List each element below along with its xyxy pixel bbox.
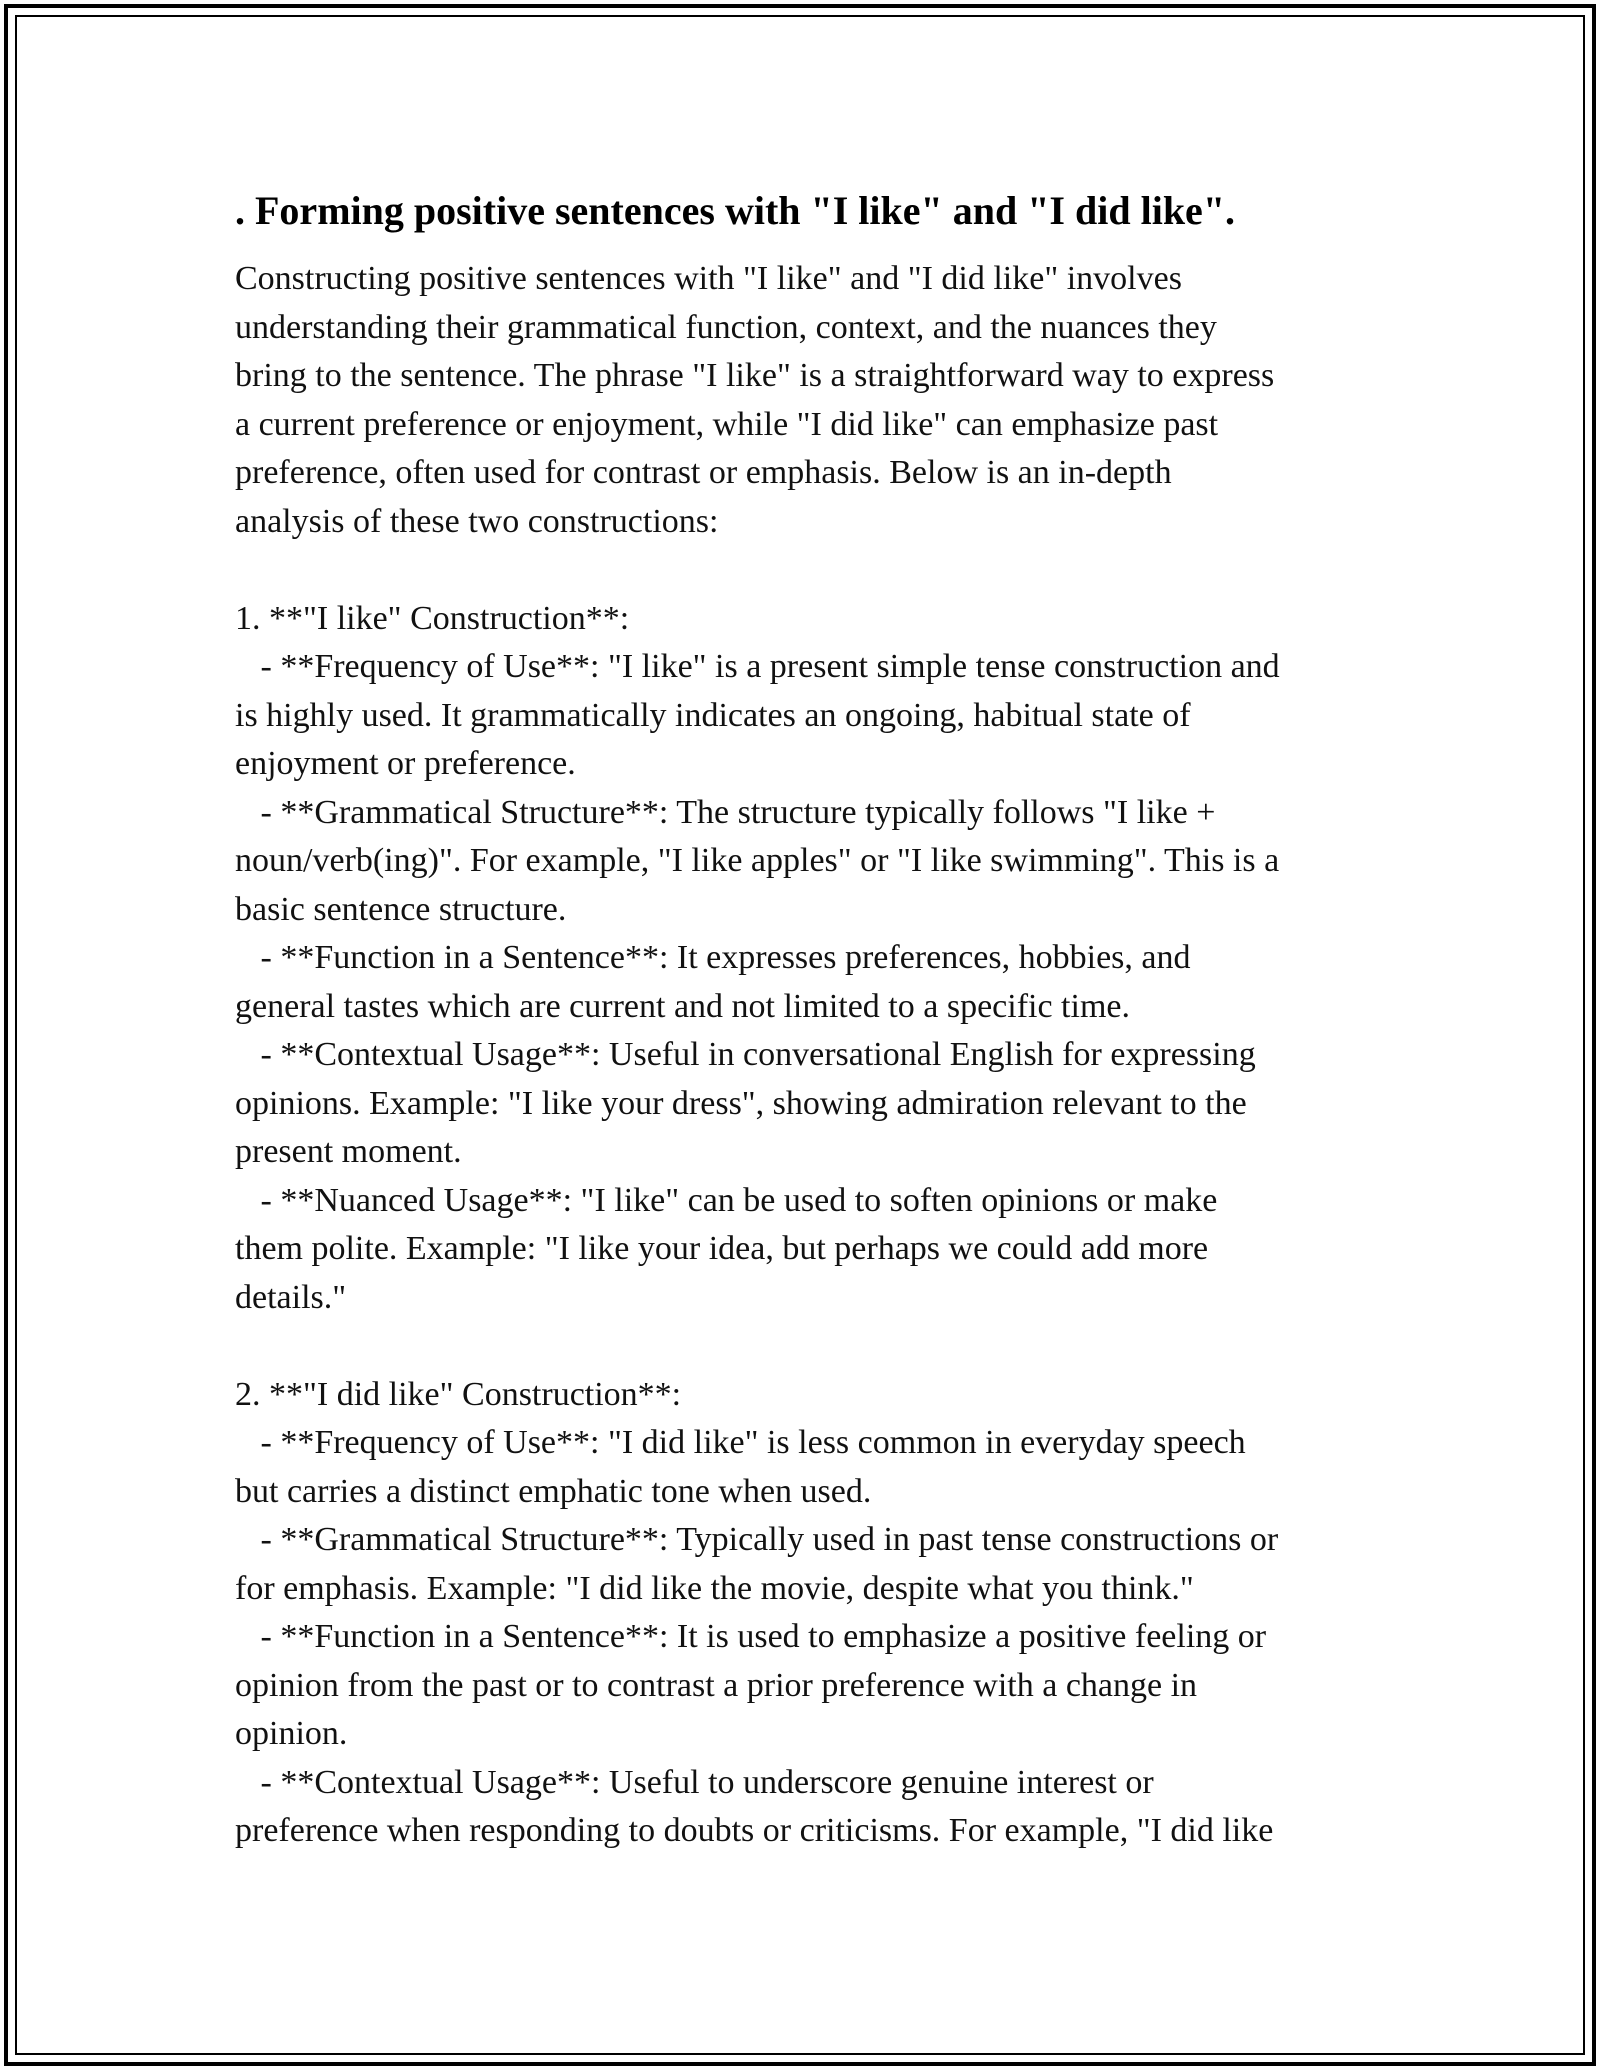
text-line: - **Nuanced Usage**: "I like" can be used to soften opinions or make <box>235 1181 1218 1219</box>
text-line: - **Function in a Sentence**: It is used to emphasize a positive feeling or <box>235 1618 1267 1655</box>
text-line: opinions. Example: "I like your dress", showing admiration relevant to the <box>235 1084 1247 1122</box>
text-line: details." <box>235 1278 347 1316</box>
intro-paragraph <box>235 255 1375 546</box>
document-title: . Forming positive sentences with "I like" and "I did like". <box>235 188 1236 233</box>
text-line: Constructing positive sentences with "I like" and "I did like" involves <box>235 260 1182 297</box>
paragraph-spacer <box>235 1322 1375 1371</box>
text-line: analysis of these two constructions: <box>235 502 719 540</box>
text-line: - **Function in a Sentence**: It expresses preferences, hobbies, and <box>235 939 1191 976</box>
text-line: enjoyment or preference. <box>235 745 576 782</box>
text-line: bring to the sentence. The phrase "I like" is a straightforward way to express <box>235 357 1275 394</box>
text-line: understanding their grammatical function, context, and the nuances they <box>235 308 1217 346</box>
text-line: - **Grammatical Structure**: The structure typically follows "I like + <box>235 793 1216 831</box>
section-i-like <box>235 595 1375 1323</box>
text-line: basic sentence structure. <box>235 890 567 928</box>
text-line: present moment. <box>235 1133 462 1170</box>
document-body <box>235 255 1375 1856</box>
text-line: preference, often used for contrast or emphasis. Below is an in-depth <box>235 454 1172 491</box>
text-line: for emphasis. Example: "I did like the movie, despite what you think." <box>235 1569 1194 1607</box>
text-line: - **Contextual Usage**: Useful to underscore genuine interest or <box>235 1763 1154 1801</box>
text-line: but carries a distinct emphatic tone when used. <box>235 1472 872 1510</box>
section-heading: 1. **"I like" Construction**: <box>235 599 630 637</box>
text-line: opinion. <box>235 1715 348 1752</box>
text-line: opinion from the past or to contrast a prior preference with a change in <box>235 1666 1198 1704</box>
text-line: is highly used. It grammatically indicates an ongoing, habitual state of <box>235 696 1191 734</box>
text-line: general tastes which are current and not limited to a specific time. <box>235 987 1130 1025</box>
text-line: - **Frequency of Use**: "I did like" is less common in everyday speech <box>235 1424 1246 1461</box>
document-page <box>235 183 1375 1856</box>
section-i-did-like <box>235 1371 1375 1856</box>
text-line: - **Grammatical Structure**: Typically used in past tense constructions or <box>235 1521 1279 1558</box>
text-line: them polite. Example: "I like your idea, but perhaps we could add more <box>235 1230 1209 1267</box>
text-line: - **Contextual Usage**: Useful in conversational English for expressing <box>235 1036 1256 1073</box>
text-line: - **Frequency of Use**: "I like" is a present simple tense construction and <box>235 648 1280 685</box>
text-line: preference when responding to doubts or criticisms. For example, "I did like <box>235 1812 1274 1849</box>
text-line: a current preference or enjoyment, while "I did like" can emphasize past <box>235 405 1219 443</box>
text-line: noun/verb(ing)". For example, "I like apples" or "I like swimming". This is a <box>235 842 1280 879</box>
paragraph-spacer <box>235 546 1375 595</box>
section-heading: 2. **"I did like" Construction**: <box>235 1375 682 1413</box>
